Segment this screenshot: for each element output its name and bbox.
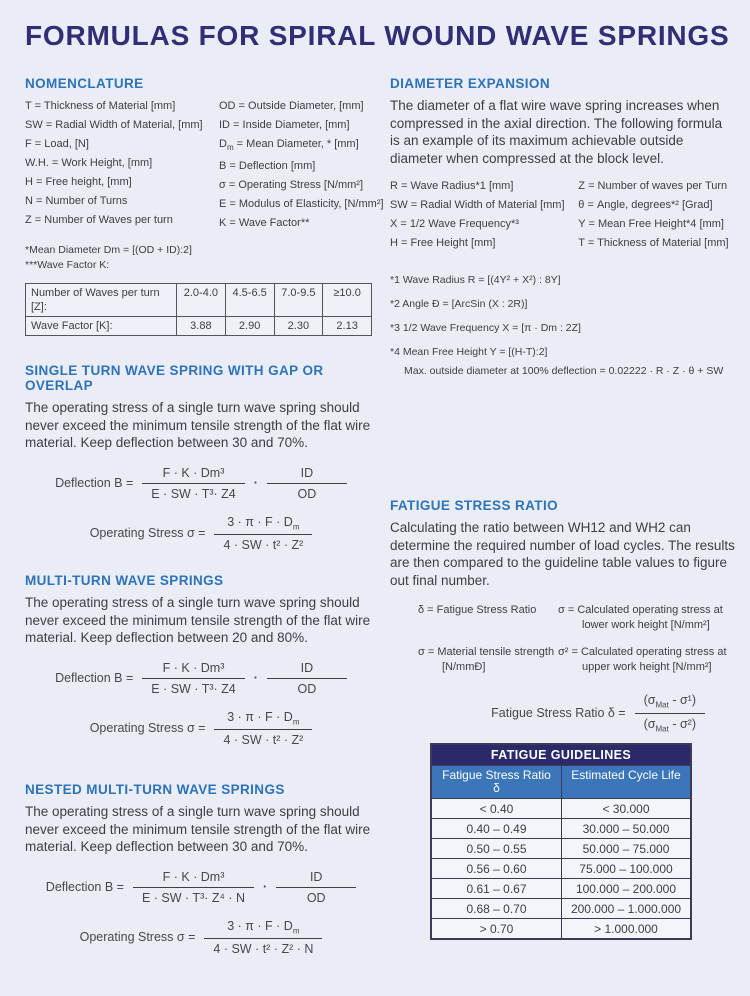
- definition: X = 1/2 Wave Frequency*³: [390, 218, 519, 230]
- nested-multi-turn-paragraph: The operating stress of a single turn wave spring should never exceed the minimum tensile strength of the flat wire material. Keep deflection between 30 and 70%.: [25, 804, 371, 854]
- fraction: $\frac{\text{F · K · Dm³}}{\text{E · SW · T³· Z4}}$: [142, 661, 245, 696]
- diameter-expansion-paragraph: The diameter of a flat wire wave spring increases when compressed in the axial direction. The following formula is an example of its maximum achievable outside diameter when compressed at the block level.: [390, 98, 723, 166]
- table-cell: 0.68 – 0.70: [466, 901, 527, 916]
- table-cell: ≥10.0: [322, 284, 371, 316]
- max-outside-diameter-formula: Max. outside diameter at 100% deflection = 0.02222 · R · Z · θ + SW: [404, 365, 724, 377]
- nomenclature-definitions: [25, 97, 384, 233]
- footnote: *4 Mean Free Height Y = [(H-T):2]: [390, 346, 548, 358]
- single-turn-paragraph: The operating stress of a single turn wave spring should never exceed the minimum tensile strength of the flat wire material. Keep deflection between 30 and 70%.: [25, 400, 371, 450]
- definition: E = Modulus of Elasticity, [N/mm²]: [219, 198, 384, 211]
- single-turn-section: [25, 363, 377, 552]
- fraction: $\frac{3 \cdot \pi \cdot F \cdot D_m}{\text{4 · SW · t² · Z²}}$: [214, 515, 312, 553]
- fatigue-stress-ratio-paragraph: Calculating the ratio between WH12 and WH2 can determine the required number of load cycles. The results are then compared to the guideline table values to figure out final number.: [390, 520, 735, 588]
- table-cell: 3.88: [176, 316, 225, 335]
- diameter-definitions: [390, 177, 735, 253]
- table-row-label: Number of Waves per turn [Z]:: [31, 287, 160, 314]
- operating-stress-formula: Operating Stress σ = $\frac{3 \cdot \pi \cdot F \cdot D_m}{\text{4 · SW · t² · Z² · N}}$: [25, 919, 377, 957]
- footnote: *2 Angle Ð = [ArcSin (X : 2R)]: [390, 298, 528, 310]
- definition: σ = Operating Stress [N/mm²]: [219, 179, 364, 192]
- multi-turn-section: [25, 573, 377, 747]
- multiplication-dot: ·: [263, 880, 268, 894]
- definition: T = Thickness of Material [mm]: [578, 237, 729, 249]
- fraction: $\frac{ID}{OD}$: [267, 466, 347, 501]
- fraction: $\frac{3 \cdot \pi \cdot F \cdot D_m}{\text{4 · SW · t² · Z²}}$: [214, 710, 312, 748]
- wave-factor-table: [25, 283, 372, 336]
- table-cell: > 0.70: [479, 921, 514, 936]
- footnote: *1 Wave Radius R = [(4Y² + X²) : 8Y]: [390, 274, 561, 286]
- multiplication-dot: ·: [253, 671, 258, 685]
- nomenclature-section: [25, 76, 384, 336]
- table-row-label: Wave Factor [K]:: [26, 316, 176, 335]
- fatigue-stress-ratio-section: [390, 498, 735, 940]
- deflection-formula: Deflection B = $\frac{\text{F · K · Dm³}}{\text{E · SW · T³· Z⁴ · N}}$ · $\frac{ID}{OD}$: [25, 870, 377, 905]
- table-row: [432, 918, 690, 938]
- fraction: $\frac{\text{F · K · Dm³}}{\text{E · SW · T³· Z4}}$: [142, 466, 245, 501]
- page-title: FORMULAS FOR SPIRAL WOUND WAVE SPRINGS: [25, 20, 730, 51]
- fraction: $\frac{ID}{OD}$: [276, 870, 356, 905]
- table-cell: 200.000 – 1.000.000: [561, 899, 690, 918]
- mean-diameter-footnote: *Mean Diameter Dm = [(OD + ID):2]: [25, 244, 192, 257]
- table-cell: 2.90: [225, 316, 274, 335]
- definition: θ = Angle, degrees*² [Grad]: [578, 199, 713, 211]
- table-cell: 50.000 – 75.000: [561, 839, 690, 858]
- definition: SW = Radial Width of Material [mm]: [390, 199, 565, 211]
- fraction: $\frac{3 \cdot \pi \cdot F \cdot D_m}{\text{4 · SW · t² · Z² · N}}$: [204, 919, 322, 957]
- fatigue-definitions: [418, 603, 735, 675]
- multi-turn-paragraph: The operating stress of a single turn wave spring should never exceed the minimum tensile strength of the flat wire material. Keep deflection between 20 and 80%.: [25, 595, 371, 645]
- fraction: $\frac{ID}{OD}$: [267, 661, 347, 696]
- table-cell: 0.56 – 0.60: [466, 861, 527, 876]
- operating-stress-formula: Operating Stress σ = $\frac{3 \cdot \pi \cdot F \cdot D_m}{\text{4 · SW · t² · Z²}}$: [25, 515, 377, 553]
- wave-factor-footnote: ***Wave Factor K:: [25, 259, 110, 272]
- fraction: $\frac{(\sigma_{Mat} - \sigma^1)}{(\sigma_{Mat} - \sigma^2)}$: [635, 693, 705, 733]
- deflection-formula: Deflection B = $\frac{\text{F · K · Dm³}}{\text{E · SW · T³· Z4}}$ · $\frac{ID}{OD}$: [25, 661, 377, 696]
- definition: OD = Outside Diameter, [mm]: [219, 100, 364, 112]
- table-cell: < 0.40: [479, 801, 514, 816]
- definition: H = Free Height [mm]: [390, 237, 496, 249]
- fraction: $\frac{\text{F · K · Dm³}}{\text{E · SW · T³· Z⁴ · N}}$: [133, 870, 254, 905]
- definition: δ = Fatigue Stress Ratio: [418, 604, 537, 616]
- nomenclature-heading: NOMENCLATURE: [25, 76, 144, 91]
- definition: SW = Radial Width of Material, [mm]: [25, 119, 203, 131]
- definition: H = Free height, [mm]: [25, 176, 132, 188]
- nested-multi-turn-section: [25, 782, 377, 956]
- definition: F = Load, [N]: [25, 138, 89, 150]
- table-cell: 2.30: [274, 316, 323, 335]
- table-row: [432, 898, 690, 918]
- table-row: [432, 818, 690, 838]
- definition: σ² = Calculated operating stress at upper work height [N/mm²]: [558, 646, 727, 673]
- fatigue-stress-ratio-heading: FATIGUE STRESS RATIO: [390, 498, 559, 513]
- column-header: Fatigue Stress Ratio δ: [442, 768, 551, 795]
- footnote: *3 1/2 Wave Frequency X = [π · Dm : 2Z]: [390, 322, 581, 334]
- single-turn-heading: SINGLE TURN WAVE SPRING WITH GAP OR OVERLAP: [25, 363, 324, 393]
- definition: B = Deflection [mm]: [219, 160, 316, 173]
- diameter-expansion-heading: DIAMETER EXPANSION: [390, 76, 550, 91]
- table-cell: < 30.000: [561, 799, 690, 818]
- multi-turn-heading: MULTI-TURN WAVE SPRINGS: [25, 573, 224, 588]
- nested-multi-turn-heading: NESTED MULTI-TURN WAVE SPRINGS: [25, 782, 285, 797]
- fatigue-guidelines-table: [430, 743, 692, 940]
- table-cell: 2.13: [322, 316, 371, 335]
- definition: σ = Calculated operating stress at lower work height [N/mm²]: [558, 604, 723, 631]
- column-header: Estimated Cycle Life: [561, 766, 690, 798]
- definition: W.H. = Work Height, [mm]: [25, 157, 153, 169]
- table-cell: 7.0-9.5: [274, 284, 323, 316]
- definition: Y = Mean Free Height*4 [mm]: [578, 218, 724, 230]
- definition: Z = Number of waves per Turn: [578, 180, 728, 192]
- deflection-formula: Deflection B = $\frac{\text{F · K · Dm³}}{\text{E · SW · T³· Z4}}$ · $\frac{ID}{OD}$: [25, 466, 377, 501]
- table-header-row: [432, 765, 690, 798]
- table-row: [432, 838, 690, 858]
- table-cell: 2.0-4.0: [176, 284, 225, 316]
- definition: N = Number of Turns: [25, 195, 128, 207]
- diameter-expansion-section: [390, 76, 735, 379]
- definition: ID = Inside Diameter, [mm]: [219, 119, 350, 131]
- multiplication-dot: ·: [253, 476, 258, 490]
- table-title: FATIGUE GUIDELINES: [432, 745, 690, 765]
- table-cell: 0.50 – 0.55: [466, 841, 527, 856]
- table-cell: 75.000 – 100.000: [561, 859, 690, 878]
- definition: T = Thickness of Material [mm]: [25, 100, 176, 112]
- table-row: [432, 798, 690, 818]
- definition: $D_m$ = Mean Diameter, * [mm]: [219, 138, 359, 153]
- table-cell: > 1.000.000: [561, 919, 690, 938]
- operating-stress-formula: Operating Stress σ = $\frac{3 \cdot \pi \cdot F \cdot D_m}{\text{4 · SW · t² · Z²}}$: [25, 710, 377, 748]
- definition: R = Wave Radius*1 [mm]: [390, 180, 514, 192]
- definition: Z = Number of Waves per turn: [25, 214, 173, 226]
- table-cell: 0.40 – 0.49: [466, 821, 527, 836]
- table-cell: 30.000 – 50.000: [561, 819, 690, 838]
- definition: K = Wave Factor**: [219, 217, 310, 230]
- table-cell: 4.5-6.5: [225, 284, 274, 316]
- table-row: [432, 858, 690, 878]
- table-row: [432, 878, 690, 898]
- fatigue-stress-ratio-formula: Fatigue Stress Ratio δ = $\frac{(\sigma_{Mat} - \sigma^1)}{(\sigma_{Mat} - \sigma^2)}$: [390, 693, 735, 733]
- definition: σ = Material tensile strength [N/mmÐ]: [418, 646, 555, 673]
- table-cell: 0.61 – 0.67: [466, 881, 527, 896]
- table-cell: 100.000 – 200.000: [561, 879, 690, 898]
